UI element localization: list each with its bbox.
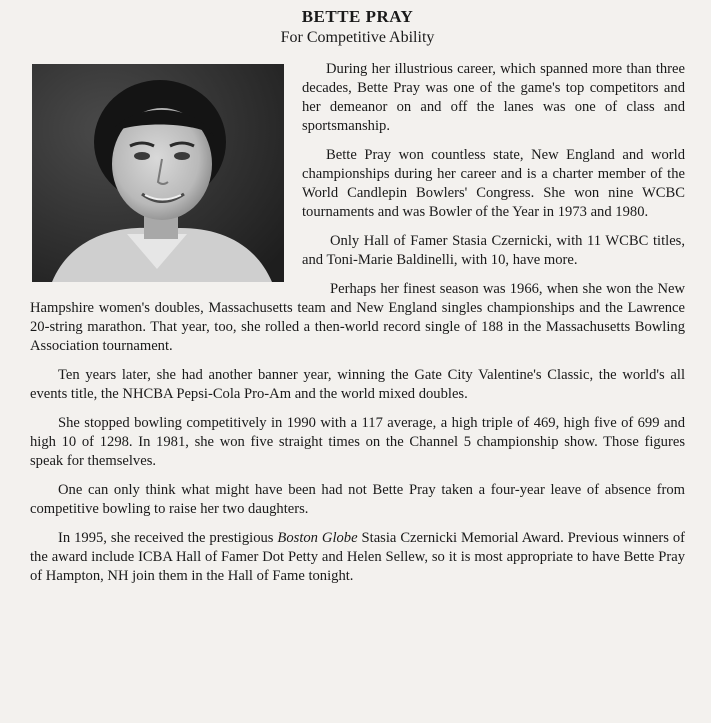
page-title: BETTE PRAY: [301, 7, 414, 26]
paragraph-memorial-award: [30, 529, 685, 586]
award-text-start: In 1995, she received the prestigious: [58, 530, 278, 546]
portrait-photo: [32, 64, 284, 282]
award-text-end: Stasia Czernicki Memorial Award. Previous winners of the award include ICBA Hall of Famer Dot Petty and Helen Sellew, so it is most appropriate to have Bette Pray of Hampton, NH join them in the Hall of Fame tonight.: [30, 530, 685, 584]
paragraph-1966-season: Perhaps her finest season was 1966, when she won the New Hampshire women's doubles, Massachusetts team and New England singles championships and the Lawrence 20-string marathon. That year, too, she rolled a then-world record single of 188 in the Massachusetts Bowling Association tournament.: [30, 281, 685, 354]
paragraph-career: During her illustrious career, which spanned more than three decades, Bette Pray was one of the game's top competitors and her demeanor on and off the lanes was one of class and sportsmanship.: [302, 61, 685, 134]
paragraph-championships: Bette Pray won countless state, New England and world championships during her career and is a charter member of the World Candlepin Bowlers' Congress. She won nine WCBC tournaments and was Bowler of the Year in 1973 and 1980.: [302, 147, 685, 220]
award-newspaper-name: Boston Globe: [277, 530, 358, 546]
paragraph-banner-year: Ten years later, she had another banner year, winning the Gate City Valentine's Classic, the world's all events title, the NHCBA Pepsi-Cola Pro-Am and the world mixed doubles.: [30, 367, 685, 402]
paragraph-hall-of-famers: Only Hall of Famer Stasia Czernicki, with 11 WCBC titles, and Toni-Marie Baldinelli, with 10, have more.: [302, 233, 685, 268]
paragraph-leave-of-absence: One can only think what might have been had not Bette Pray taken a four-year leave of absence from competitive bowling to raise her two daughters.: [30, 482, 685, 517]
page-subtitle: For Competitive Ability: [280, 29, 435, 46]
paragraph-retirement-stats: She stopped bowling competitively in 1990 with a 117 average, a high triple of 469, high five of 699 and high 10 of 1298. In 1981, she won five straight times on the Channel 5 championship show. Those figures speak for themselves.: [30, 415, 685, 469]
